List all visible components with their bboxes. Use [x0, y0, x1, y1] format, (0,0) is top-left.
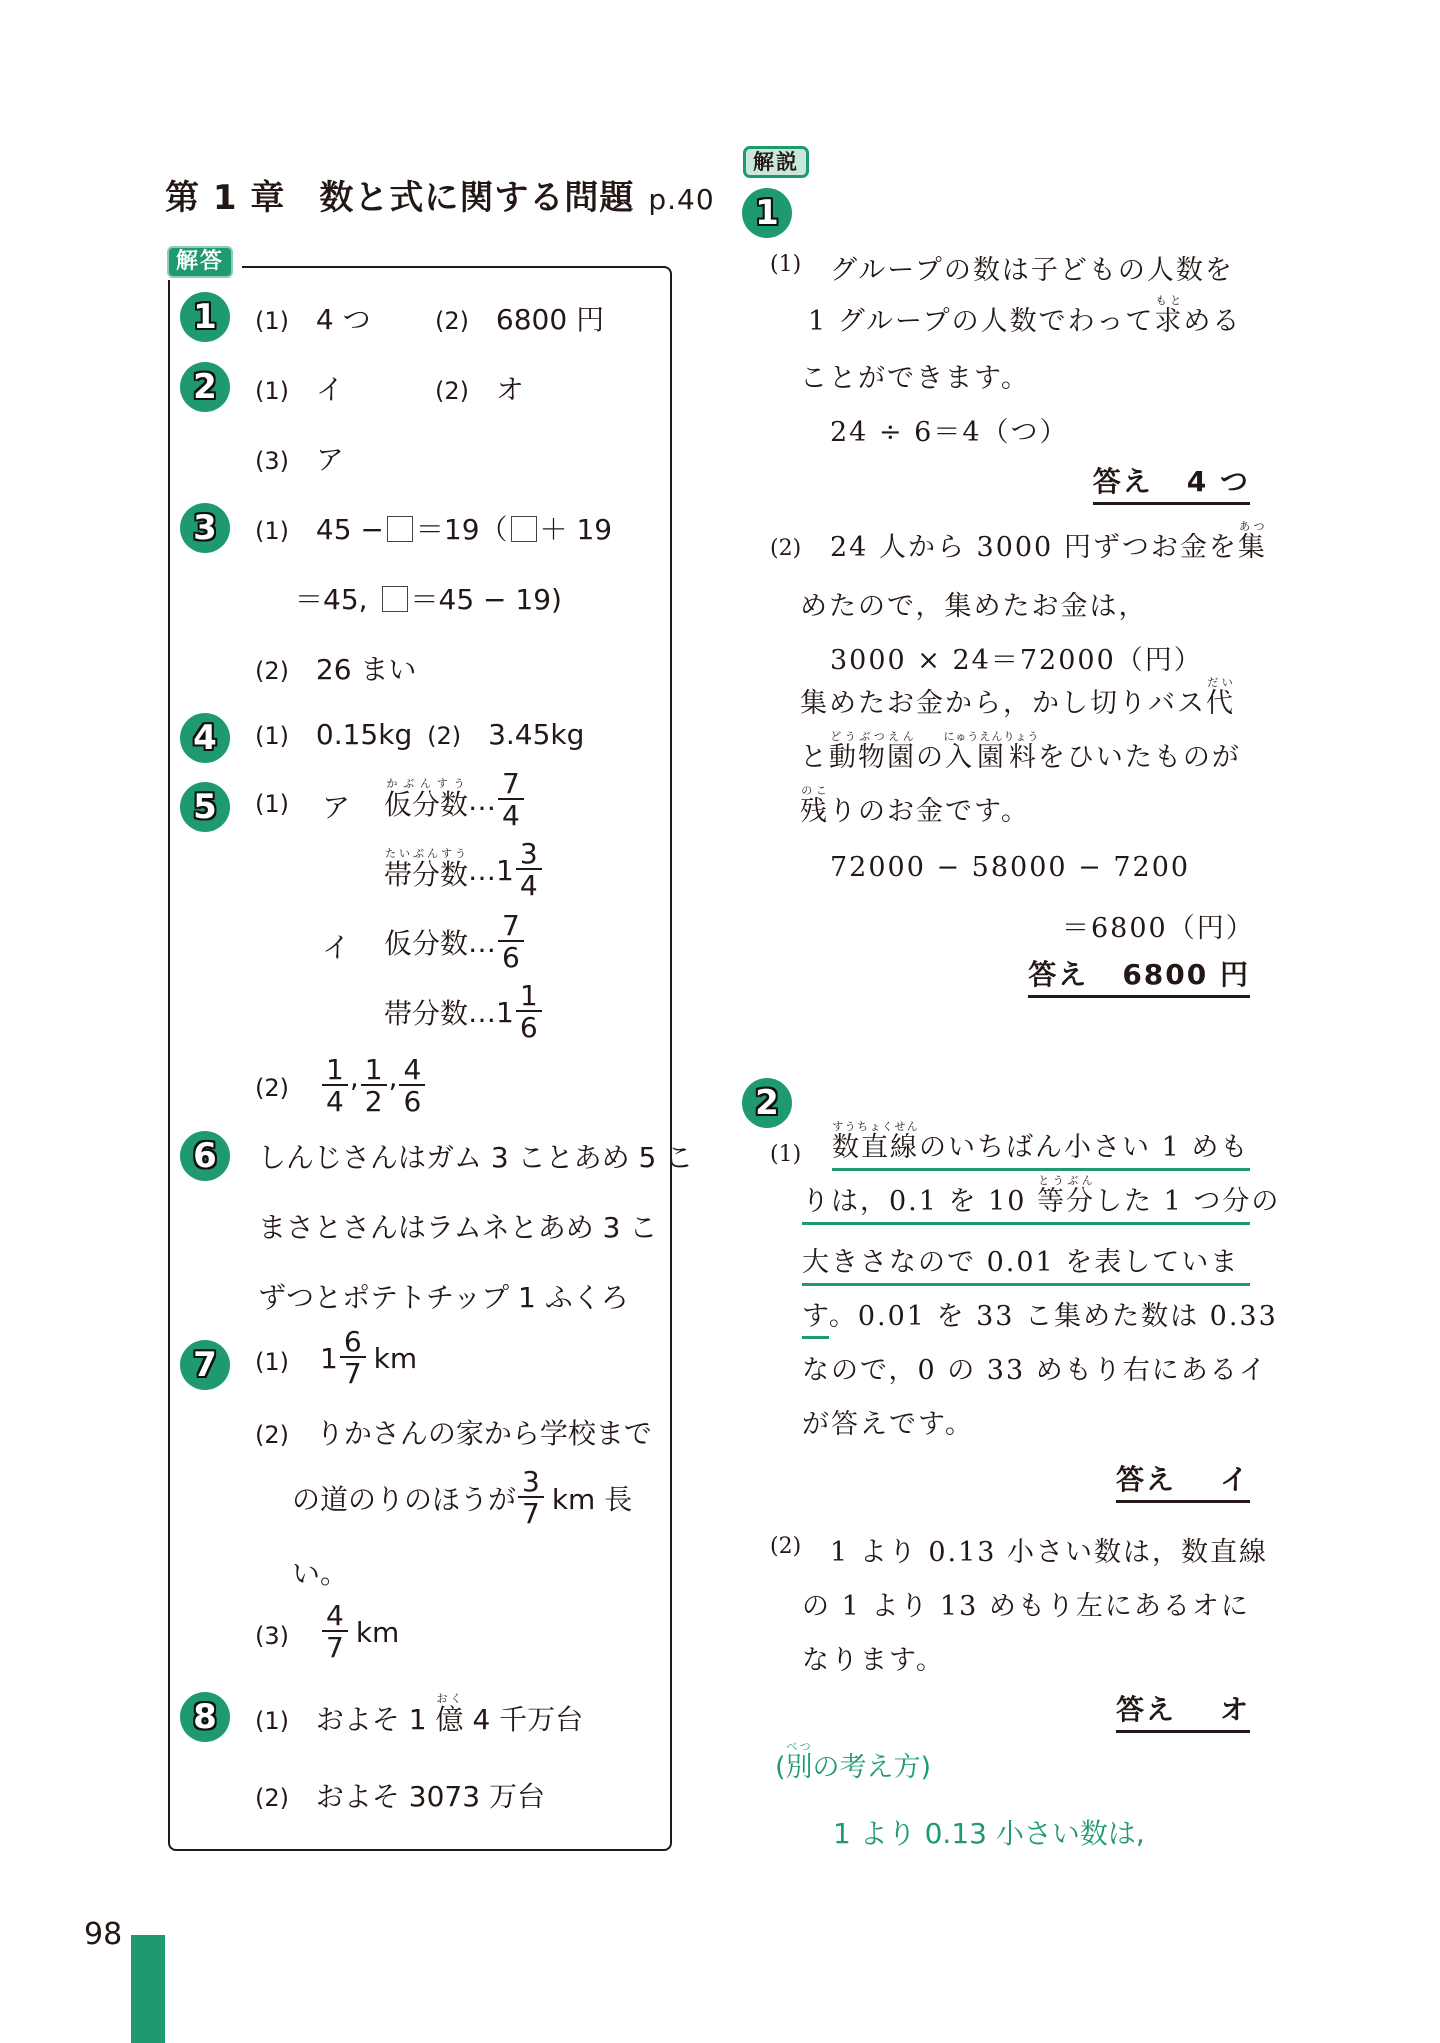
blank-box-icon [387, 516, 413, 542]
problem-number-1-icon: 1 [180, 292, 230, 342]
exp-1-2-line2: めたので，集めたお金は， [800, 591, 1148, 622]
problem-number-5-icon: 5 [180, 782, 230, 832]
fraction: $\frac{3}{4}$ [516, 840, 542, 900]
answer-5-i-improper: 仮分数 … $\frac{7}{6}$ [384, 912, 526, 972]
exp-2-1-line3: 大きさなので 0.01 を表していま [802, 1240, 1250, 1286]
exp-2-2-line1: 1 より 0.13 小さい数は，数直線 [830, 1537, 1269, 1568]
fraction: $\frac{3}{7}$ [518, 1468, 544, 1528]
exp-1-2-calc1: 3000 × 24＝72000（円） [830, 645, 1203, 676]
answer-5-a-label: ア [322, 791, 351, 824]
page-number: 98 [84, 1917, 123, 1952]
exp-1-1-calc: 24 ÷ 6＝4（つ） [830, 417, 1069, 448]
answer-6-line2: まさとさんはラムネとあめ 3 こ [258, 1211, 658, 1244]
explanation-badge: 解説 [743, 146, 809, 178]
answer-1-2: (2) 6800 円 [435, 303, 605, 336]
explanation-number-1-icon: 1 [742, 188, 792, 238]
answer-line-2-2: 答え オ [1116, 1688, 1250, 1733]
answer-7-1-label: (1) [255, 1348, 289, 1376]
problem-number-7-icon: 7 [180, 1340, 230, 1390]
exp-2-1-line6: が答えです。 [802, 1409, 974, 1440]
answer-7-1: 1 $\frac{6}{7}$ km [320, 1325, 418, 1390]
fraction: $\frac{1}{2}$ [361, 1056, 387, 1116]
answer-6-line3: ずつとポテトチップ 1 ふくろ [258, 1281, 629, 1314]
chapter-label: 第 1 章 [165, 178, 286, 218]
exp-2-1-label: (1) [770, 1142, 802, 1167]
exp-1-1-line1: グループの数は子どもの人数を [830, 255, 1234, 286]
exp-2-2-label: (2) [770, 1534, 802, 1559]
answer-8-2: (2) およそ 3073 万台 [255, 1780, 545, 1813]
answer-2-3: (3) ア [255, 443, 344, 476]
answer-7-2-line3: い。 [292, 1557, 349, 1590]
page-title [165, 170, 715, 219]
exp-2-2-line2: の 1 より 13 めもり左にあるオに [802, 1591, 1250, 1622]
answer-5-a-improper: 仮分数かぶんすう … $\frac{7}{4}$ [384, 770, 526, 830]
fraction: $\frac{1}{4}$ [322, 1056, 348, 1116]
exp-1-2-line3: 集めたお金から，かし切りバス代だい [800, 676, 1235, 719]
answer-5-i-mixed: 帯分数 … 1 $\frac{1}{6}$ [384, 982, 544, 1042]
exp-2-1-line5: なので，0 の 33 めもり右にあるイ [802, 1355, 1268, 1386]
problem-number-8-icon: 8 [180, 1692, 230, 1742]
exp-1-2-line4: と動物園どうぶつえんの入園料にゅうえんりょうをひいたものが [800, 730, 1241, 773]
answer-badge: 解答 [167, 246, 233, 278]
answer-5-2-label: (2) [255, 1074, 289, 1102]
alternative-method-heading: (別べつの考え方) [775, 1740, 932, 1783]
answer-7-3-label: (3) [255, 1622, 289, 1650]
answer-line-1-1: 答え 4 つ [1093, 460, 1250, 505]
exp-2-1-line1: 数直線すうちょくせんのいちばん小さい 1 めも [832, 1120, 1250, 1171]
explanation-number-2-icon: 2 [742, 1078, 792, 1128]
problem-number-3-icon: 3 [180, 503, 230, 553]
problem-number-6-icon: 6 [180, 1131, 230, 1181]
exp-1-2-line5: 残のこりのお金です。 [800, 784, 1030, 827]
exp-1-2-line1: 24 人から 3000 円ずつお金を集あつ [830, 520, 1267, 563]
exp-1-2-calc3: ＝6800（円） [1062, 913, 1255, 944]
fraction: $\frac{4}{7}$ [322, 1602, 348, 1662]
fraction: $\frac{7}{6}$ [498, 912, 524, 972]
answer-3-1-line2: ＝45, ＝45 − 19) [295, 583, 562, 616]
alternative-method-line1: 1 より 0.13 小さい数は, [833, 1817, 1145, 1850]
page-reference: p.40 [648, 183, 715, 216]
answer-2-2: (2) オ [435, 373, 524, 406]
answer-2-1: (1) イ [255, 373, 344, 406]
blank-box-icon [382, 586, 408, 612]
exp-2-2-line3: なります。 [802, 1645, 945, 1676]
fraction: $\frac{4}{6}$ [399, 1056, 425, 1116]
exp-1-1-line2: 1 グループの人数でわって求もとめる [808, 294, 1242, 337]
exp-1-2-label: (2) [770, 536, 802, 561]
answer-1-1: (1) 4 つ [255, 303, 371, 336]
page-side-bar [131, 1935, 165, 2043]
answer-3-1-line1: (1) 45 − ＝19（ ＋ 19 [255, 513, 613, 546]
answer-7-2-line1: (2) りかさんの家から学校まで [255, 1417, 652, 1450]
chapter-title: 数と式に関する問題 [319, 178, 635, 218]
answer-8-1: (1) およそ 1 億おく 4 千万台 [255, 1692, 584, 1736]
answer-line-2-1: 答え イ [1116, 1458, 1250, 1503]
answer-7-3: $\frac{4}{7}$ km [320, 1602, 399, 1662]
exp-1-1-line3: ことができます。 [800, 363, 1030, 394]
answer-6-line1: しんじさんはガム 3 ことあめ 5 こ [258, 1141, 694, 1174]
answer-5-2-fractions: $\frac{1}{4}$ , $\frac{1}{2}$ , $\frac{4}{6}$ [320, 1056, 427, 1116]
fraction: $\frac{6}{7}$ [340, 1328, 366, 1388]
blank-box-icon [511, 516, 537, 542]
problem-number-4-icon: 4 [180, 713, 230, 763]
problem-number-2-icon: 2 [180, 362, 230, 412]
exp-1-1-label: (1) [770, 252, 802, 277]
answer-5-a-mixed: 帯分数たいぶんすう … 1 $\frac{3}{4}$ [384, 840, 544, 900]
answer-4: (1) 0.15kg (2) 3.45kg [255, 718, 585, 751]
exp-1-2-calc2: 72000 − 58000 − 7200 [830, 852, 1191, 883]
fraction: $\frac{1}{6}$ [516, 982, 542, 1042]
exp-2-1-line4: す。0.01 を 33 こ集めた数は 0.33 [802, 1294, 1278, 1333]
answer-3-2: (2) 26 まい [255, 653, 417, 686]
answer-7-2-line2: の道のりのほうが $\frac{3}{7}$ km 長 [292, 1465, 633, 1530]
answer-line-1-2: 答え 6800 円 [1028, 953, 1250, 998]
exp-2-1-line2: りは，0.1 を 10 等分とうぶんした 1 つ分の [802, 1174, 1250, 1225]
answer-5-1-label: (1) [255, 790, 289, 818]
fraction: $\frac{7}{4}$ [498, 770, 524, 830]
answer-5-i-label: イ [322, 931, 351, 964]
